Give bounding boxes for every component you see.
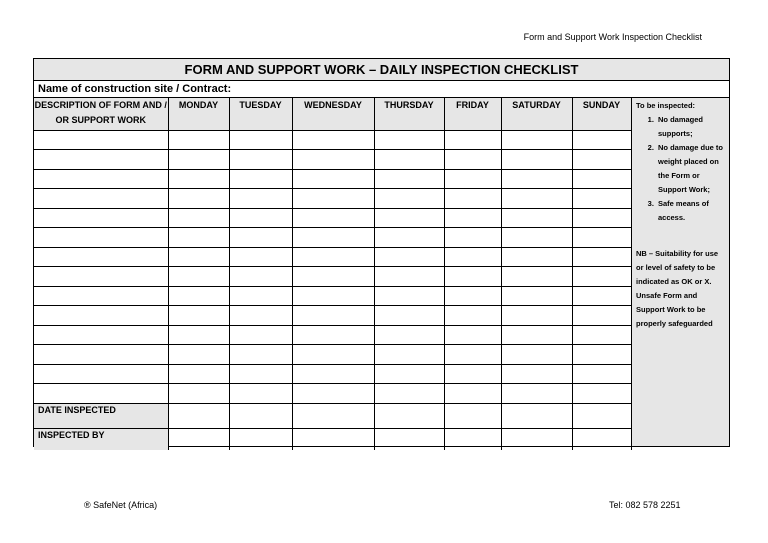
inspection-cell[interactable] xyxy=(168,150,229,170)
inspection-cell[interactable] xyxy=(444,189,501,209)
inspection-cell[interactable] xyxy=(444,247,501,267)
inspection-cell[interactable] xyxy=(168,384,229,404)
inspection-cell[interactable] xyxy=(501,228,572,248)
inspection-cell[interactable] xyxy=(374,169,444,189)
table-row xyxy=(34,384,631,404)
table-row xyxy=(34,325,631,345)
description-cell[interactable] xyxy=(34,189,168,209)
description-cell[interactable] xyxy=(34,306,168,326)
inspection-notes-panel xyxy=(631,98,729,446)
inspection-cell[interactable] xyxy=(292,306,374,326)
inspection-cell[interactable] xyxy=(444,228,501,248)
description-cell[interactable] xyxy=(34,169,168,189)
notes-heading: To be inspected: xyxy=(636,101,696,110)
description-cell[interactable] xyxy=(34,228,168,248)
inspection-cell[interactable] xyxy=(374,267,444,287)
inspection-cell[interactable] xyxy=(444,267,501,287)
inspection-cell[interactable] xyxy=(229,325,292,345)
inspection-cell[interactable] xyxy=(229,306,292,326)
inspection-cell[interactable] xyxy=(292,130,374,150)
inspection-cell[interactable] xyxy=(572,384,631,404)
inspection-cell[interactable] xyxy=(168,228,229,248)
inspection-cell[interactable] xyxy=(292,150,374,170)
inspection-cell[interactable] xyxy=(168,130,229,150)
inspection-cell[interactable] xyxy=(572,267,631,287)
inspection-cell[interactable] xyxy=(572,325,631,345)
inspection-cell[interactable] xyxy=(292,169,374,189)
col-header-description: DESCRIPTION OF FORM AND / OR SUPPORT WORK xyxy=(34,98,168,130)
inspection-cell[interactable] xyxy=(444,130,501,150)
inspection-cell[interactable] xyxy=(374,345,444,365)
inspection-cell[interactable] xyxy=(292,325,374,345)
date-inspected-label: DATE INSPECTED xyxy=(34,403,168,428)
description-cell[interactable] xyxy=(34,150,168,170)
inspection-cell[interactable] xyxy=(501,345,572,365)
inspection-cell[interactable] xyxy=(374,286,444,306)
thursday-label: THURSDAY xyxy=(375,100,444,112)
description-cell[interactable] xyxy=(34,384,168,404)
table-row xyxy=(34,286,631,306)
criteria-item: 1. No damaged supports; xyxy=(656,113,725,141)
inspection-cell[interactable] xyxy=(229,228,292,248)
inspection-cell[interactable] xyxy=(374,325,444,345)
inspection-cell[interactable] xyxy=(292,364,374,384)
inspection-cell[interactable] xyxy=(168,169,229,189)
inspector-cell[interactable] xyxy=(444,428,501,450)
inspection-cell[interactable] xyxy=(374,130,444,150)
description-cell[interactable] xyxy=(34,130,168,150)
inspection-cell[interactable] xyxy=(292,345,374,365)
col-header-monday: MONDAY xyxy=(168,98,229,130)
description-cell[interactable] xyxy=(34,345,168,365)
date-cell[interactable] xyxy=(572,403,631,428)
inspection-cell[interactable] xyxy=(501,267,572,287)
inspection-cell[interactable] xyxy=(444,345,501,365)
col-header-friday: FRIDAY xyxy=(444,98,501,130)
inspector-cell[interactable] xyxy=(572,428,631,450)
inspection-cell[interactable] xyxy=(229,189,292,209)
col-header-sunday: SUNDAY xyxy=(572,98,631,130)
inspection-cell[interactable] xyxy=(374,247,444,267)
inspection-cell[interactable] xyxy=(292,247,374,267)
table-row xyxy=(34,189,631,209)
table-row xyxy=(34,150,631,170)
date-inspected-row xyxy=(34,403,631,428)
table-row xyxy=(34,364,631,384)
criteria-item: 3. Safe means of access. xyxy=(656,197,725,225)
inspection-cell[interactable] xyxy=(229,364,292,384)
inspection-cell[interactable] xyxy=(501,286,572,306)
description-cell[interactable] xyxy=(34,247,168,267)
inspection-cell[interactable] xyxy=(292,208,374,228)
inspection-cell[interactable] xyxy=(168,267,229,287)
col-header-wednesday: WEDNESDAY xyxy=(292,98,374,130)
table-row xyxy=(34,130,631,150)
inspection-cell[interactable] xyxy=(444,384,501,404)
inspection-cell[interactable] xyxy=(572,247,631,267)
inspection-cell[interactable] xyxy=(168,208,229,228)
inspection-cell[interactable] xyxy=(229,208,292,228)
inspector-cell[interactable] xyxy=(168,428,229,450)
inspection-cell[interactable] xyxy=(229,169,292,189)
inspection-cell[interactable] xyxy=(501,247,572,267)
inspector-cell[interactable] xyxy=(292,428,374,450)
inspection-cell[interactable] xyxy=(444,306,501,326)
inspection-cell[interactable] xyxy=(572,228,631,248)
inspection-cell[interactable] xyxy=(572,189,631,209)
footer-telephone: Tel: 082 578 2251 xyxy=(609,500,681,510)
footer-copyright: ® SafeNet (Africa) xyxy=(84,500,158,510)
inspector-cell[interactable] xyxy=(501,428,572,450)
inspection-cell[interactable] xyxy=(168,345,229,365)
inspection-cell[interactable] xyxy=(501,384,572,404)
grid-header-row xyxy=(34,98,631,130)
inspection-cell[interactable] xyxy=(572,150,631,170)
inspection-cell[interactable] xyxy=(572,345,631,365)
inspection-cell[interactable] xyxy=(374,384,444,404)
inspection-cell[interactable] xyxy=(374,189,444,209)
inspection-cell[interactable] xyxy=(374,150,444,170)
inspection-cell[interactable] xyxy=(292,384,374,404)
date-cell[interactable] xyxy=(374,403,444,428)
date-cell[interactable] xyxy=(292,403,374,428)
table-row xyxy=(34,267,631,287)
inspection-cell[interactable] xyxy=(572,208,631,228)
inspection-cell[interactable] xyxy=(572,169,631,189)
description-cell[interactable] xyxy=(34,286,168,306)
inspection-cell[interactable] xyxy=(292,267,374,287)
inspection-cell[interactable] xyxy=(374,228,444,248)
description-cell[interactable] xyxy=(34,364,168,384)
inspection-cell[interactable] xyxy=(168,247,229,267)
inspection-cell[interactable] xyxy=(229,286,292,306)
inspection-cell[interactable] xyxy=(168,306,229,326)
inspection-cell[interactable] xyxy=(168,189,229,209)
inspection-cell[interactable] xyxy=(572,364,631,384)
table-row xyxy=(34,169,631,189)
inspector-cell[interactable] xyxy=(229,428,292,450)
inspection-cell[interactable] xyxy=(374,364,444,384)
inspection-cell[interactable] xyxy=(229,130,292,150)
inspection-cell[interactable] xyxy=(374,306,444,326)
table-row xyxy=(34,345,631,365)
inspection-cell[interactable] xyxy=(572,286,631,306)
inspection-cell[interactable] xyxy=(572,306,631,326)
inspected-by-label: INSPECTED BY xyxy=(34,428,168,450)
checklist-title: FORM AND SUPPORT WORK – DAILY INSPECTION CHECKLIST xyxy=(34,59,729,81)
site-contract-label: Name of construction site / Contract: xyxy=(34,80,729,98)
col-header-tuesday: TUESDAY xyxy=(229,98,292,130)
inspection-cell[interactable] xyxy=(572,130,631,150)
inspection-cell[interactable] xyxy=(229,150,292,170)
inspection-cell[interactable] xyxy=(501,306,572,326)
document-header: Form and Support Work Inspection Checklist xyxy=(523,32,702,42)
inspection-cell[interactable] xyxy=(168,325,229,345)
inspection-cell[interactable] xyxy=(168,364,229,384)
table-row xyxy=(34,208,631,228)
inspection-cell[interactable] xyxy=(292,228,374,248)
inspection-cell[interactable] xyxy=(444,150,501,170)
date-cell[interactable] xyxy=(229,403,292,428)
inspection-cell[interactable] xyxy=(292,286,374,306)
inspection-cell[interactable] xyxy=(501,169,572,189)
inspector-cell[interactable] xyxy=(374,428,444,450)
col-header-saturday: SATURDAY xyxy=(501,98,572,130)
criteria-item: 2. No damage due to weight placed on the Form or Support Work; xyxy=(656,141,725,197)
inspection-cell[interactable] xyxy=(444,169,501,189)
inspected-by-row xyxy=(34,428,631,450)
inspection-cell[interactable] xyxy=(444,208,501,228)
entry-rows xyxy=(34,130,631,403)
inspection-cell[interactable] xyxy=(229,247,292,267)
inspection-cell[interactable] xyxy=(168,286,229,306)
description-cell[interactable] xyxy=(34,267,168,287)
inspection-cell[interactable] xyxy=(444,325,501,345)
inspection-cell[interactable] xyxy=(444,286,501,306)
table-row xyxy=(34,228,631,248)
inspection-criteria-list xyxy=(636,113,725,225)
table-row xyxy=(34,306,631,326)
inspection-cell[interactable] xyxy=(292,189,374,209)
inspection-cell[interactable] xyxy=(501,208,572,228)
inspection-grid xyxy=(34,98,632,450)
inspection-cell[interactable] xyxy=(229,384,292,404)
date-cell[interactable] xyxy=(168,403,229,428)
col-header-thursday xyxy=(374,98,444,130)
table-row xyxy=(34,247,631,267)
inspection-cell[interactable] xyxy=(501,150,572,170)
description-cell[interactable] xyxy=(34,325,168,345)
inspection-cell[interactable] xyxy=(374,208,444,228)
inspection-cell[interactable] xyxy=(501,189,572,209)
inspection-cell[interactable] xyxy=(229,345,292,365)
inspection-cell[interactable] xyxy=(229,267,292,287)
inspection-cell[interactable] xyxy=(444,364,501,384)
inspection-checklist-form xyxy=(33,58,730,447)
description-cell[interactable] xyxy=(34,208,168,228)
inspection-cell[interactable] xyxy=(501,325,572,345)
date-cell[interactable] xyxy=(444,403,501,428)
nb-note: NB – Suitability for use or level of safety to be indicated as OK or X. Unsafe Form and Support Work to be properly safeguarded xyxy=(636,249,719,328)
inspection-cell[interactable] xyxy=(501,130,572,150)
inspection-cell[interactable] xyxy=(501,364,572,384)
date-cell[interactable] xyxy=(501,403,572,428)
